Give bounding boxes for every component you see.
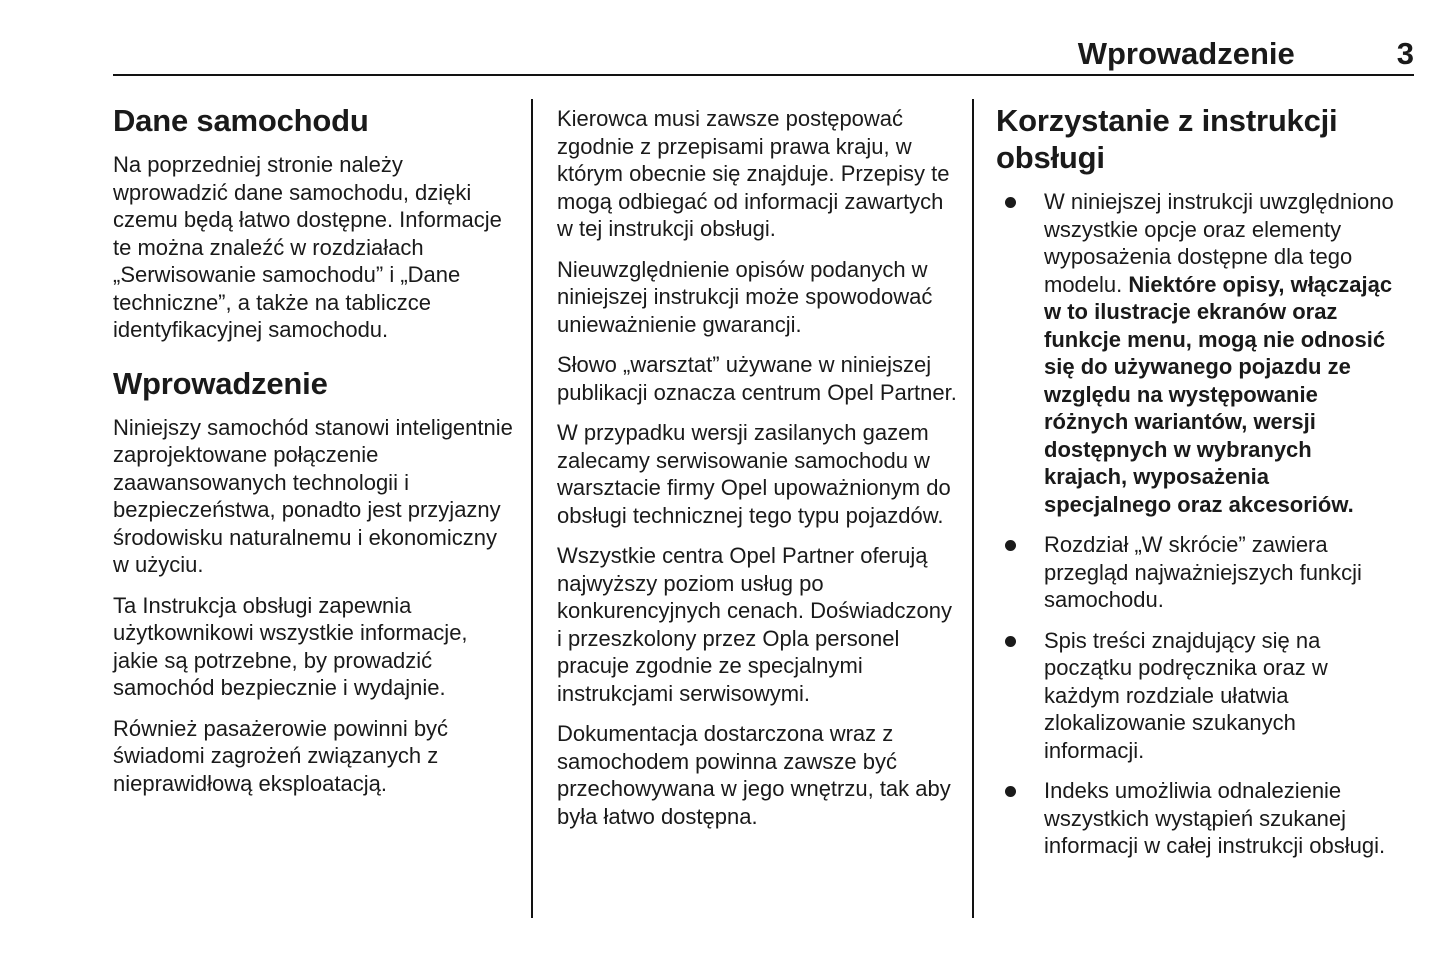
bullet-text-normal: W niniejszej instrukcji uwzględniono wszystkie opcje oraz elementy wyposażenia dostępne dla tego modelu. bbox=[1044, 189, 1394, 297]
paragraph: Dokumentacja dostarczona wraz z samochodem powinna zawsze być przechowywana w jego wnętrzu, tak aby była łatwo dostępna. bbox=[557, 721, 951, 829]
paragraph: Wszystkie centra Opel Partner oferują najwyższy poziom usług po konkurencyjnych cenach. Doświadczony i przeszkolony przez Opla personel pracuje zgodnie ze specjalnymi instrukcjami serwisowymi. bbox=[557, 543, 952, 706]
column-divider-1 bbox=[531, 99, 533, 918]
bullet-text bbox=[1044, 188, 1396, 518]
paragraph: Na poprzedniej stronie należy wprowadzić dane samochodu, dzięki czemu będą łatwo dostępne. Informacje te można znaleźć w rozdziałach „Serwisowanie samochodu” i „Dane techniczne”, a także na tabliczce identyfikacyjnej samochodu. bbox=[113, 152, 502, 342]
bullet-icon bbox=[1005, 540, 1016, 551]
paragraph: Ta Instrukcja obsługi zapewnia użytkownikowi wszystkie informacje, jakie są potrzebne, by prowadzić samochód bezpiecznie i wydajnie. bbox=[113, 592, 468, 700]
column-2 bbox=[557, 99, 957, 843]
running-header bbox=[113, 36, 1414, 72]
bullet-item bbox=[996, 627, 1424, 765]
bullet-icon bbox=[1005, 786, 1016, 797]
bullet-item bbox=[996, 188, 1424, 518]
section-heading-wprowadzenie: Wprowadzenie bbox=[113, 365, 328, 401]
bullet-icon bbox=[1005, 197, 1016, 208]
section-heading-dane-samochodu: Dane samochodu bbox=[113, 103, 369, 138]
column-divider-2 bbox=[972, 99, 974, 918]
paragraph: Nieuwzględnienie opisów podanych w niniejszej instrukcji może spowodować unieważnienie gwarancji. bbox=[557, 256, 933, 337]
paragraph: Słowo „warsztat” używane w niniejszej publikacji oznacza centrum Opel Partner. bbox=[557, 352, 957, 405]
page-number: 3 bbox=[1396, 36, 1414, 71]
paragraph: Również pasażerowie powinni być świadomi zagrożeń związanych z nieprawidłową eksploatacją. bbox=[113, 715, 449, 796]
column-3 bbox=[996, 99, 1424, 873]
bullet-text: Rozdział „W skrócie” zawiera przegląd najważniejszych funkcji samochodu. bbox=[1044, 532, 1362, 612]
bullet-item bbox=[996, 531, 1424, 614]
bullet-text: Indeks umożliwia odnalezienie wszystkich wystąpień szukanej informacji w całej instrukcji obsługi. bbox=[1044, 778, 1386, 858]
paragraph: Kierowca musi zawsze postępować zgodnie z przepisami prawa kraju, w którym obecnie się znajduje. Przepisy te mogą odbiegać od informacji zawartych w tej instrukcji obsługi. bbox=[557, 106, 950, 241]
bullet-item bbox=[996, 777, 1424, 860]
header-rule bbox=[113, 74, 1414, 76]
page-title: Wprowadzenie bbox=[1077, 36, 1295, 71]
paragraph: W przypadku wersji zasilanych gazem zalecamy serwisowanie samochodu w warsztacie firmy Opel upoważnionym do obsługi technicznej tego typu pojazdów. bbox=[557, 420, 951, 528]
bullet-text: Spis treści znajdujący się na początku podręcznika oraz w każdym rozdziale ułatwia zlokalizowanie szukanych informacji. bbox=[1044, 627, 1328, 763]
bullet-text-bold: Niektóre opisy, włączając w to ilustracje ekranów oraz funkcje menu, mogą nie odnosić się do używanego pojazdu ze względu na występowanie różnych wariantów, wersji dostępnych w wybranych krajach, wyposażenia specjalnego oraz akcesoriów. bbox=[1044, 271, 1393, 517]
paragraph: Niniejszy samochód stanowi inteligentnie zaprojektowane połączenie zaawansowanych technologii i bezpieczeństwa, ponadto jest przyjazny środowisku naturalnemu i ekonomiczny w użyciu. bbox=[113, 414, 513, 577]
bullet-icon bbox=[1005, 636, 1016, 647]
section-heading-korzystanie: Korzystanie z instrukcji obsługi bbox=[996, 103, 1338, 175]
column-1 bbox=[113, 99, 515, 810]
